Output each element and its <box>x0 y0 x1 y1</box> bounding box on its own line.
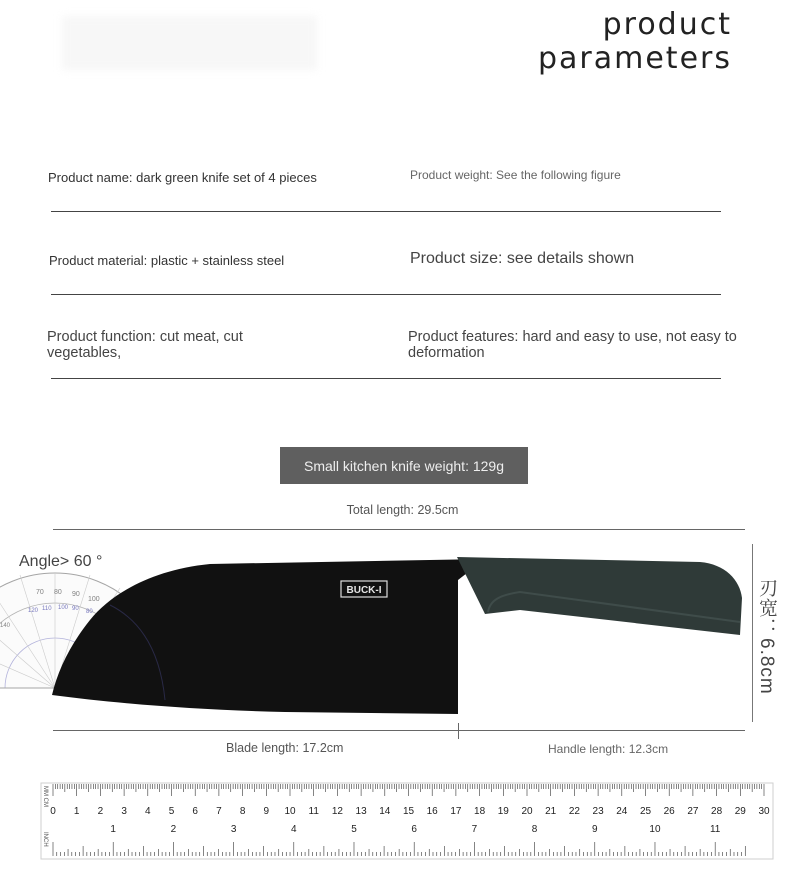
blade <box>52 559 485 714</box>
inch-label: 3 <box>230 824 237 835</box>
inch-label: 10 <box>649 824 661 835</box>
blade-handle-line <box>53 730 745 731</box>
cm-label: 10 <box>284 806 296 817</box>
cm-label: 4 <box>145 806 151 817</box>
blade-length-label: Blade length: 17.2cm <box>226 741 344 755</box>
cm-label: 6 <box>192 806 198 817</box>
ruler-cm-unit: MM CM <box>42 786 48 807</box>
angle-label: Angle> 60 ° <box>19 553 103 570</box>
inch-label: 11 <box>709 824 721 835</box>
svg-text:90: 90 <box>72 606 79 612</box>
svg-text:100: 100 <box>88 596 100 603</box>
cm-label: 23 <box>592 806 604 817</box>
cm-label: 30 <box>758 806 770 817</box>
param-material: Product material: plastic + stainless steel <box>49 253 285 268</box>
cm-label: 21 <box>545 806 557 817</box>
svg-text:80: 80 <box>86 609 93 615</box>
cm-label: 28 <box>711 806 723 817</box>
cm-label: 9 <box>263 806 270 817</box>
cm-label: 2 <box>97 806 104 817</box>
cm-label: 1 <box>73 806 80 817</box>
param-weight: Product weight: See the following figure <box>410 168 621 182</box>
faded-watermark <box>62 16 317 70</box>
brand-logo: BUCK-I <box>346 585 382 596</box>
cm-label: 20 <box>521 806 533 817</box>
cm-label: 12 <box>331 806 343 817</box>
cm-label: 5 <box>168 806 175 817</box>
inch-label: 4 <box>291 824 297 835</box>
svg-text:90: 90 <box>72 591 80 598</box>
cm-label: 14 <box>379 806 391 817</box>
ruler-inch-unit: INCH <box>42 832 48 847</box>
inch-label: 6 <box>411 824 417 835</box>
divider-1 <box>51 211 721 212</box>
param-name: Product name: dark green knife set of 4 pieces <box>48 170 317 185</box>
inch-label: 5 <box>351 824 357 835</box>
inch-label: 2 <box>170 824 177 835</box>
cm-label: 19 <box>497 806 509 817</box>
inch-label: 8 <box>531 824 538 835</box>
param-features: Product features: hard and easy to use, not easy to deformation <box>408 329 737 361</box>
cm-label: 18 <box>474 806 486 817</box>
svg-text:110: 110 <box>42 606 52 612</box>
svg-text:70: 70 <box>36 589 44 596</box>
title-line-2: parameters <box>537 41 732 76</box>
cm-label: 16 <box>426 806 438 817</box>
inch-label: 7 <box>471 824 478 835</box>
cm-label: 13 <box>355 806 367 817</box>
cm-label: 29 <box>734 806 746 817</box>
cm-label: 25 <box>639 806 652 817</box>
inch-label: 9 <box>592 824 598 835</box>
cm-label: 24 <box>616 806 628 817</box>
handle-length-label: Handle length: 12.3cm <box>548 742 669 756</box>
divider-3 <box>51 378 721 379</box>
page-title <box>538 8 732 76</box>
svg-text:80: 80 <box>54 589 62 596</box>
divider-2 <box>51 294 721 295</box>
cm-label: 27 <box>687 806 699 817</box>
cm-label: 8 <box>239 806 246 817</box>
cm-label: 15 <box>402 806 415 817</box>
inch-label: 1 <box>110 824 116 835</box>
param-size: Product size: see details shown <box>410 250 635 267</box>
cm-label: 3 <box>121 806 127 817</box>
title-line-1: product <box>602 7 732 42</box>
handle <box>457 557 742 635</box>
cm-label: 0 <box>50 806 56 817</box>
cm-label: 17 <box>450 806 462 817</box>
ruler <box>40 782 775 860</box>
cm-label: 26 <box>663 806 675 817</box>
cm-label: 22 <box>568 806 580 817</box>
svg-text:100: 100 <box>58 605 69 611</box>
svg-text:120: 120 <box>28 608 39 614</box>
knife-illustration <box>0 540 760 740</box>
svg-text:140: 140 <box>0 623 11 629</box>
cm-label: 11 <box>308 806 319 817</box>
cm-label: 7 <box>216 806 222 817</box>
weight-badge: Small kitchen knife weight: 129g <box>280 447 528 484</box>
blade-width-label: 刃宽：6.8cm <box>756 578 777 695</box>
split-tick <box>458 723 459 739</box>
total-length-label: Total length: 29.5cm <box>346 503 459 517</box>
param-function: Product function: cut meat, cut vegetables, <box>47 329 243 361</box>
total-length-line <box>53 529 745 530</box>
